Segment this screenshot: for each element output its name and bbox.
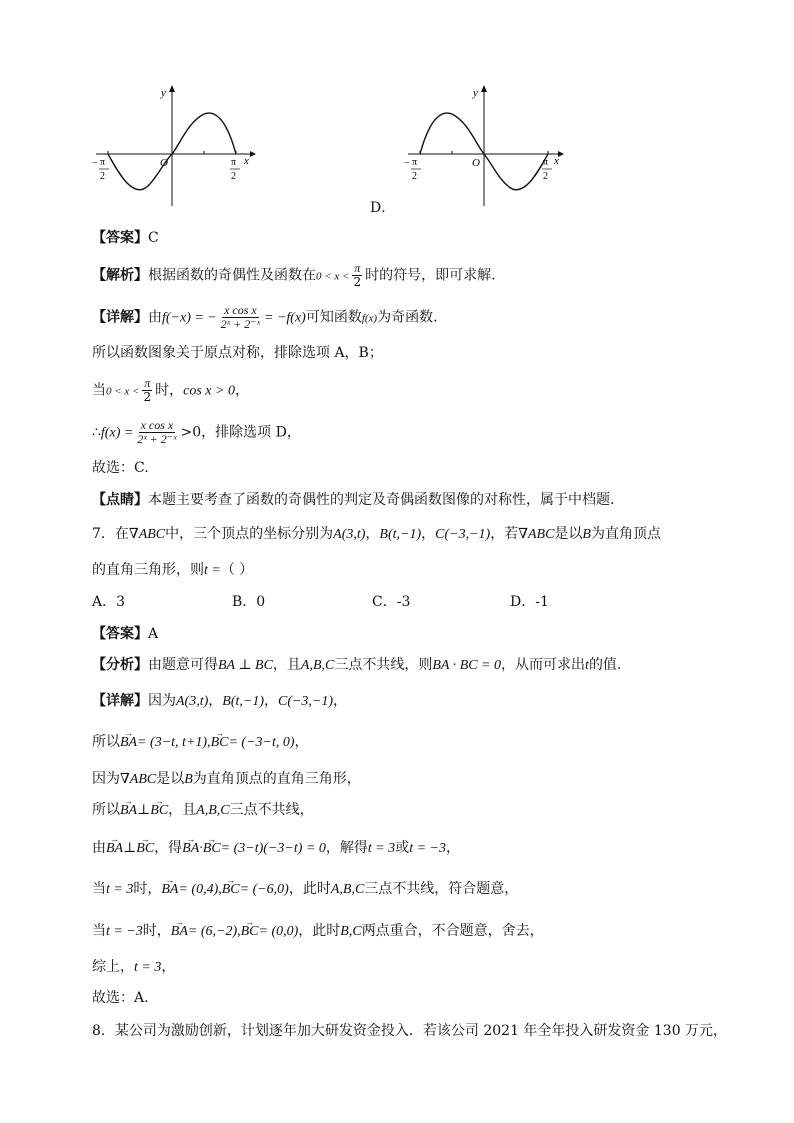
answer-value: C [148, 230, 159, 246]
fraction-pi-2 [351, 262, 363, 289]
text: ，若 [490, 526, 519, 542]
q7-detail [92, 691, 347, 712]
neg-pi-minus: − [404, 158, 410, 169]
text: 因为 [148, 693, 176, 709]
text: >0，排除选项 D， [180, 424, 301, 441]
vector-ba: → BA [120, 733, 137, 753]
den: 2 [353, 275, 362, 289]
fraction [219, 304, 262, 331]
vector-bc: → BC [203, 839, 221, 859]
text: 或 [395, 840, 410, 856]
origin-label: O [472, 157, 480, 169]
text: 时， [155, 382, 184, 399]
answer-tag: 【答案】 [92, 626, 148, 642]
math: B [184, 772, 193, 787]
text: ， [161, 959, 176, 975]
q7-option-d[interactable]: D．-1 [510, 594, 549, 610]
text: ， [445, 840, 460, 856]
text: 三点不共线，符合题意， [364, 881, 519, 897]
math: = (3−t, t+1), [137, 735, 211, 750]
math: = (−6,0) [239, 882, 289, 897]
q7-line7 [92, 957, 175, 978]
fraction [135, 419, 178, 446]
math: t = 3 [106, 882, 134, 897]
math: t = −3 [106, 924, 143, 939]
math: f(x) = [100, 425, 134, 441]
x-axis-arrow [558, 151, 564, 157]
text: ， [365, 526, 380, 542]
math: ∇ABC [120, 772, 157, 787]
text: 当 [92, 382, 106, 399]
vector-ba: → BA [120, 801, 137, 821]
text: ，得 [154, 840, 183, 856]
text: ，从而可求出 [501, 657, 586, 673]
math: · [199, 841, 203, 856]
neg-pi-minus: − [92, 158, 98, 169]
math: B,C [340, 924, 362, 939]
den: 2 [143, 390, 152, 404]
text: 综上， [92, 959, 134, 975]
text: ， [263, 693, 278, 709]
text: 时， [133, 881, 162, 897]
q6-comment [92, 490, 614, 510]
text: 由 [92, 840, 106, 856]
option-d-label: D． [370, 200, 396, 216]
x-axis-arrow [250, 151, 256, 157]
vector-ba: → BA [106, 839, 123, 859]
y-label: y [161, 87, 166, 99]
text: 因为 [92, 771, 120, 787]
neg-two: 2 [100, 171, 105, 182]
math: B(t,−1) [379, 527, 422, 542]
math: A,B,C [330, 882, 365, 897]
text: ∴ [92, 424, 101, 441]
q6-analysis [92, 262, 496, 289]
text: ，此时 [298, 923, 341, 939]
text: ，此时 [288, 881, 331, 897]
text: 当 [92, 881, 106, 897]
text: ，解得 [325, 840, 368, 856]
pos-pi: π [231, 157, 237, 168]
math: t = 3 [367, 841, 396, 856]
analysis-tag: 【分析】 [92, 657, 148, 673]
q7-option-b[interactable]: B．0 [232, 594, 266, 610]
graph-option-c [88, 82, 260, 212]
y-label: y [473, 87, 478, 99]
q8-stem: 8．某公司为激励创新，计划逐年加大研发资金投入．若该公司 2021 年全年投入研发资金 130 万元， [92, 1023, 728, 1039]
math: f(x) [361, 312, 378, 325]
text: 所以 [92, 734, 120, 750]
num: π [354, 261, 361, 275]
vector-ba: → BA [171, 922, 188, 942]
math: = (−3−t, 0) [228, 735, 295, 750]
text: ， [333, 693, 348, 709]
pos-two: 2 [543, 171, 548, 182]
math: cos x > 0 [183, 383, 235, 399]
y-axis-arrow [481, 85, 487, 92]
text: 可知函数 [305, 309, 362, 326]
math: A(3,t) [333, 527, 366, 542]
vector-ba: → BA [161, 880, 178, 900]
text: 由题意可得 [148, 657, 218, 673]
math: t [585, 658, 589, 673]
q7-line6 [92, 921, 544, 942]
fraction-pi-2 [141, 377, 153, 404]
text: ， [421, 526, 436, 542]
answer-value: A [148, 626, 159, 642]
math: ⊥ [123, 841, 137, 856]
vector-bc: → BC [222, 880, 240, 900]
q7-line4 [92, 838, 460, 859]
math: = (3−t)(−3−t) = 0 [220, 841, 326, 856]
q7-analysis [92, 655, 621, 676]
math: = (0,4), [178, 882, 222, 897]
math: C(−3,−1) [435, 527, 491, 542]
q7-line3 [92, 800, 314, 821]
q6-line2 [92, 377, 249, 404]
math: t = [204, 563, 221, 578]
text: 的值. [588, 657, 622, 673]
q7-choose: 故选：A. [92, 990, 149, 1006]
answer-tag: 【答案】 [92, 230, 148, 246]
math: A,B,C [196, 803, 230, 818]
vector-bc: → BC [136, 839, 154, 859]
q7-stem [92, 524, 661, 545]
text: 三点不共线，则 [334, 657, 433, 673]
vector-bc: → BC [150, 801, 168, 821]
math: ∇ABC [518, 527, 555, 542]
den: 2ˣ + 2⁻ˣ [220, 317, 260, 331]
text: 的直角三角形，则 [92, 562, 204, 578]
origin-label: O [160, 157, 168, 169]
q7-line1 [92, 732, 309, 753]
math: B [582, 527, 591, 542]
math: A,B,C [300, 658, 335, 673]
vector-ba: → BA [182, 839, 199, 859]
text: 当 [92, 923, 106, 939]
analysis-tag: 【解析】 [92, 267, 148, 284]
vector-bc: → BC [211, 733, 229, 753]
q6-line3 [92, 419, 301, 446]
text: 时的符号，即可求解. [365, 267, 496, 284]
x-label: x [554, 155, 559, 167]
num: π [144, 376, 151, 390]
math: BA ⊥ BC [218, 658, 273, 673]
math: 0 < x < [106, 385, 140, 398]
detail-tag: 【详解】 [92, 309, 148, 326]
text: 为直角顶点 [590, 526, 661, 542]
q7-stem-2 [92, 560, 253, 581]
math: t = −3 [409, 841, 446, 856]
q7-answer [92, 624, 158, 644]
text: 本题主要考查了函数的奇偶性的判定及奇偶函数图像的对称性，属于中档题. [148, 492, 615, 508]
vector-bc: → BC [241, 922, 259, 942]
math: C(−3,−1) [277, 694, 334, 709]
num: x cos x [224, 303, 257, 317]
text: ， [208, 693, 223, 709]
math: = −f(x) [264, 310, 306, 326]
neg-pi: π [412, 157, 418, 168]
text: 所以 [92, 802, 120, 818]
math: ⊥ [137, 803, 151, 818]
math: 0 < x < [316, 270, 350, 283]
math: BA · BC = 0 [432, 658, 502, 673]
pos-two: 2 [231, 171, 236, 182]
text: ， [234, 382, 249, 399]
math: B(t,−1) [222, 694, 264, 709]
y-axis-arrow [169, 85, 175, 92]
math: A(3,t) [176, 694, 209, 709]
neg-pi: π [100, 157, 106, 168]
graph-option-d [400, 82, 572, 212]
text: 是以 [156, 771, 185, 787]
q7-option-c[interactable]: C．-3 [372, 594, 411, 610]
text: 为奇函数. [377, 309, 438, 326]
detail-tag: 【详解】 [92, 693, 148, 709]
q6-line1: 所以函数图象关于原点对称，排除选项 A，B； [92, 345, 383, 361]
text: ，且 [272, 657, 301, 673]
neg-two: 2 [412, 171, 417, 182]
math: = (6,−2), [187, 924, 241, 939]
text: 7．在 [92, 526, 129, 542]
text: 三点不共线， [229, 802, 314, 818]
comment-tag: 【点睛】 [92, 492, 148, 508]
pos-pi: π [543, 157, 549, 168]
text: 为直角顶点的直角三角形， [192, 771, 361, 787]
q7-line2 [92, 769, 361, 790]
text: 两点重合，不合题意，舍去， [361, 923, 544, 939]
q6-choose: 故选：C. [92, 460, 149, 476]
text: ， [294, 734, 309, 750]
text: （ ） [220, 562, 254, 578]
math: t = 3 [134, 960, 162, 975]
text: ，且 [168, 802, 197, 818]
text: 是以 [554, 526, 583, 542]
q6-detail [92, 304, 438, 331]
x-label: x [244, 155, 249, 167]
math: ∇ABC [128, 527, 166, 542]
text: 由 [148, 309, 162, 326]
text: 根据函数的奇偶性及函数在 [148, 267, 316, 284]
text: 中，三个顶点的坐标分别为 [165, 526, 334, 542]
math: = (0,0) [258, 924, 299, 939]
text: 时， [142, 923, 171, 939]
den: 2ˣ + 2⁻ˣ [137, 432, 177, 446]
q7-option-a[interactable]: A．3 [92, 594, 126, 610]
q7-line5 [92, 879, 518, 900]
q6-answer [92, 228, 159, 248]
math: f(−x) = − [162, 310, 217, 326]
num: x cos x [140, 418, 174, 432]
